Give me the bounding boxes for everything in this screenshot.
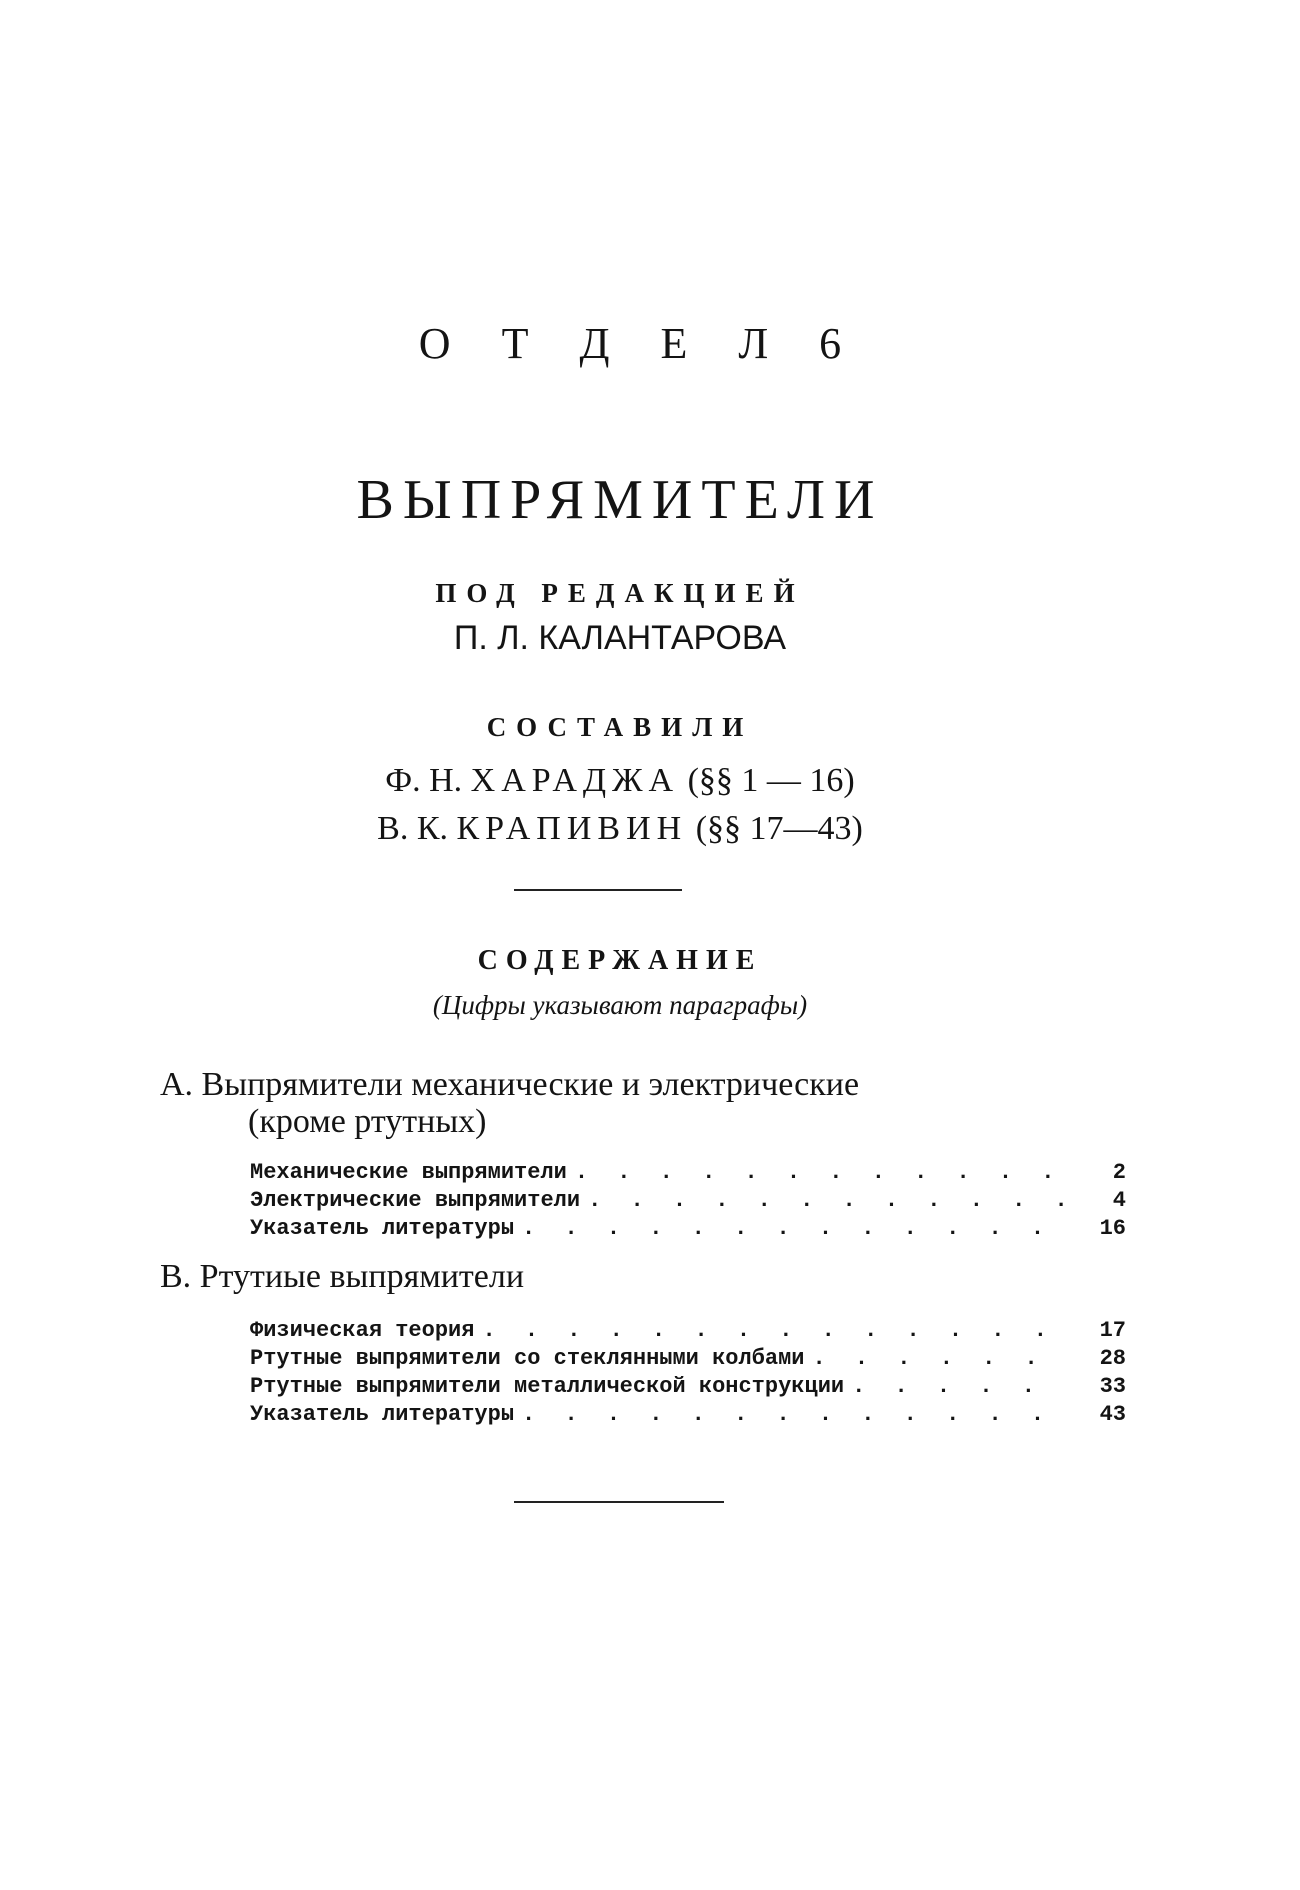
department-heading: О Т Д Е Л 6 [418,319,862,368]
toc-entry-title: Физическая теория [250,1318,475,1343]
dot-leader [575,1160,1068,1185]
toc-entry-title: Указатель литературы [250,1216,515,1241]
toc-entry-number: 16 [1099,1216,1126,1241]
section-label: А. Выпрямители механические и электрические [160,1066,860,1103]
toc-entry-number: 43 [1099,1402,1126,1427]
dot-leader [482,1318,1068,1343]
toc-entry-title: Ртутные выпрямители со стеклянными колбами [250,1346,805,1371]
toc-entry [250,1188,1126,1216]
toc-entry [250,1402,1126,1430]
author-initials: В. К. [377,810,448,847]
section-heading [160,1258,524,1295]
contents-note: (Цифры указывают параграфы) [432,990,808,1020]
editor-name: П. Л. КАЛАНТАРОВА [453,619,787,657]
author-name: КРАПИВИН [456,810,688,847]
toc-entry-number: 4 [1112,1188,1126,1213]
author-initials: Ф. Н. [385,762,463,799]
toc-entry-title: Механические выпрямители [250,1160,567,1185]
toc-entry-title: Указатель литературы [250,1402,515,1427]
toc-entry-title: Электрические выпрямители [250,1188,581,1213]
dot-leader [588,1188,1068,1213]
dot-leader [522,1216,1068,1241]
section-label: В. Ртутиые выпрямители [160,1258,525,1295]
toc-entry-number: 17 [1099,1318,1126,1343]
contents-list [250,1318,1126,1430]
toc-entry [250,1318,1126,1346]
toc-entry [250,1346,1126,1374]
author-sections: (§§ 17—43) [695,810,863,847]
toc-entry [250,1216,1126,1244]
edited-by-label: ПОД РЕДАКЦИЕЙ [435,578,805,608]
dot-leader [852,1374,1068,1399]
section-heading [160,1066,859,1140]
contents-list [250,1160,1126,1244]
author-line [0,762,1240,800]
author-line [0,810,1240,848]
compiled-by-label: СОСТАВИЛИ [486,712,754,742]
divider [514,1501,724,1503]
divider [514,889,682,891]
author-name: ХАРАДЖА [470,762,680,799]
dot-leader [813,1346,1069,1371]
toc-entry-number: 2 [1112,1160,1126,1185]
contents-heading: СОДЕРЖАНИЕ [477,945,763,976]
dot-leader [522,1402,1068,1427]
author-sections: (§§ 1 — 16) [687,762,855,799]
toc-entry-number: 28 [1099,1346,1126,1371]
page-title: ВЫПРЯМИТЕЛИ [356,469,884,531]
toc-entry-title: Ртутные выпрямители металлической конструкции [250,1374,845,1399]
toc-entry [250,1374,1126,1402]
section-label-continuation: (кроме ртутных) [248,1103,487,1140]
toc-entry [250,1160,1126,1188]
toc-entry-number: 33 [1099,1374,1126,1399]
